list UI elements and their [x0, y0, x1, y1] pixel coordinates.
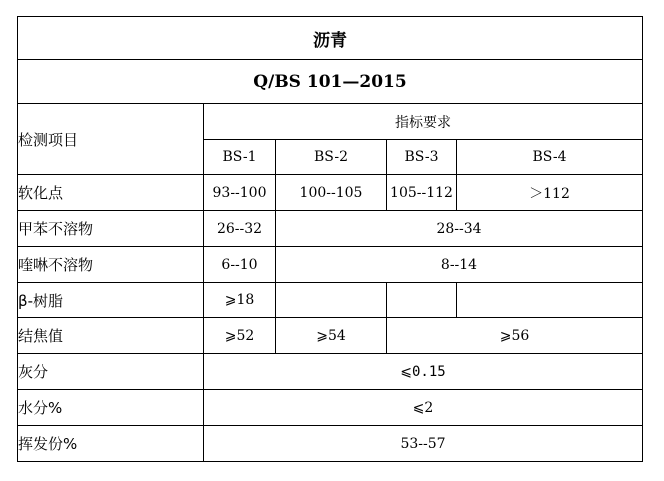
item-header: 检测项目 — [18, 104, 204, 175]
requirement-header: 指标要求 — [204, 104, 643, 140]
table-row — [18, 354, 643, 390]
table-row — [18, 426, 643, 462]
value-cell: 100--105 — [276, 175, 387, 211]
row-label: 软化点 — [18, 175, 204, 211]
value-cell: ⩾54 — [276, 318, 387, 354]
requirement-header-row — [18, 104, 643, 140]
value-cell: 6--10 — [204, 247, 276, 283]
value-cell: ＞112 — [457, 175, 643, 211]
value-cell: ⩾18 — [204, 283, 276, 318]
value-cell: 53--57 — [204, 426, 643, 462]
table-title: 沥青 — [18, 17, 643, 60]
row-label: 灰分 — [18, 354, 204, 390]
value-cell: ⩽2 — [204, 390, 643, 426]
table-row — [18, 283, 643, 318]
value-cell: ⩾52 — [204, 318, 276, 354]
row-label: 甲苯不溶物 — [18, 211, 204, 247]
value-cell: ⩾56 — [387, 318, 643, 354]
row-label: 水分% — [18, 390, 204, 426]
value-cell: 105--112 — [387, 175, 457, 211]
grade-header: BS-3 — [387, 140, 457, 175]
row-label: 结焦值 — [18, 318, 204, 354]
grade-header: BS-4 — [457, 140, 643, 175]
title-row — [18, 17, 643, 60]
table-row — [18, 211, 643, 247]
value-cell: 28--34 — [276, 211, 643, 247]
empty-cell — [276, 283, 387, 318]
standard-code: Q/BS 101—2015 — [18, 60, 643, 104]
value-cell: 8--14 — [276, 247, 643, 283]
grade-header: BS-1 — [204, 140, 276, 175]
row-label: 挥发份% — [18, 426, 204, 462]
asphalt-spec-table — [17, 16, 643, 462]
table-row — [18, 247, 643, 283]
table-row — [18, 318, 643, 354]
value-cell: 26--32 — [204, 211, 276, 247]
specification-sheet — [17, 16, 642, 461]
row-label: β-树脂 — [18, 283, 204, 318]
table-row — [18, 175, 643, 211]
value-cell: ⩽0.15 — [204, 354, 643, 390]
value-cell: 93--100 — [204, 175, 276, 211]
standard-row — [18, 60, 643, 104]
row-label: 喹啉不溶物 — [18, 247, 204, 283]
table-row — [18, 390, 643, 426]
empty-cell — [387, 283, 457, 318]
empty-cell — [457, 283, 643, 318]
grade-header: BS-2 — [276, 140, 387, 175]
